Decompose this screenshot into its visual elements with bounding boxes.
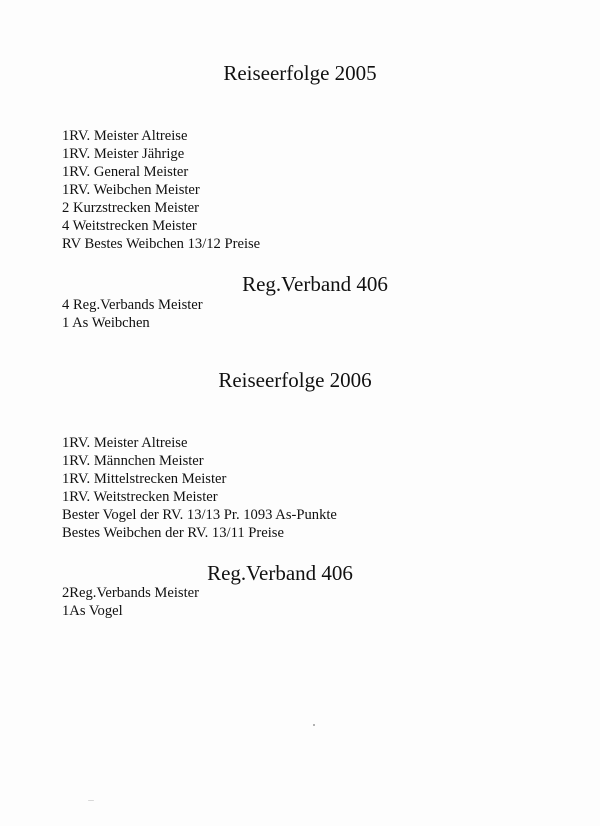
achievement-list-2006: [62, 434, 337, 542]
achievement-list-reg-verband-2006: [62, 584, 199, 620]
achievement-item: 4 Reg.Verbands Meister: [62, 297, 203, 313]
achievement-item: 1RV. Männchen Meister: [62, 453, 204, 469]
scan-speck: [313, 724, 315, 726]
achievement-item: 1RV. Weibchen Meister: [62, 182, 200, 198]
achievement-item: Bester Vogel der RV. 13/13 Pr. 1093 As-Punkte: [62, 507, 337, 523]
achievement-list-reg-verband-2005: [62, 296, 203, 332]
achievement-item: 1 As Weibchen: [62, 315, 150, 331]
achievement-item: 1As Vogel: [62, 603, 123, 619]
achievement-item: Bestes Weibchen der RV. 13/11 Preise: [62, 525, 284, 541]
section-heading-reg-verband-2005: Reg.Verband 406: [242, 272, 388, 296]
achievement-item: 1RV. Meister Jährige: [62, 146, 185, 162]
achievement-item: RV Bestes Weibchen 13/12 Preise: [62, 236, 261, 252]
section-heading-reg-verband-2006: Reg.Verband 406: [207, 561, 353, 585]
achievement-item: 2 Kurzstrecken Meister: [62, 200, 199, 216]
achievement-list-2005: [62, 127, 260, 253]
achievement-item: 2Reg.Verbands Meister: [62, 585, 199, 601]
achievement-item: 4 Weitstrecken Meister: [62, 218, 197, 234]
section-heading-2006: Reiseerfolge 2006: [218, 368, 372, 392]
achievement-item: 1RV. Meister Altreise: [62, 435, 188, 451]
achievement-item: 1RV. Mittelstrecken Meister: [62, 471, 227, 487]
achievement-item: 1RV. General Meister: [62, 164, 189, 180]
achievement-item: 1RV. Meister Altreise: [62, 128, 188, 144]
section-heading-2005: Reiseerfolge 2005: [223, 61, 377, 85]
scan-speck: [88, 800, 94, 801]
achievement-item: 1RV. Weitstrecken Meister: [62, 489, 218, 505]
